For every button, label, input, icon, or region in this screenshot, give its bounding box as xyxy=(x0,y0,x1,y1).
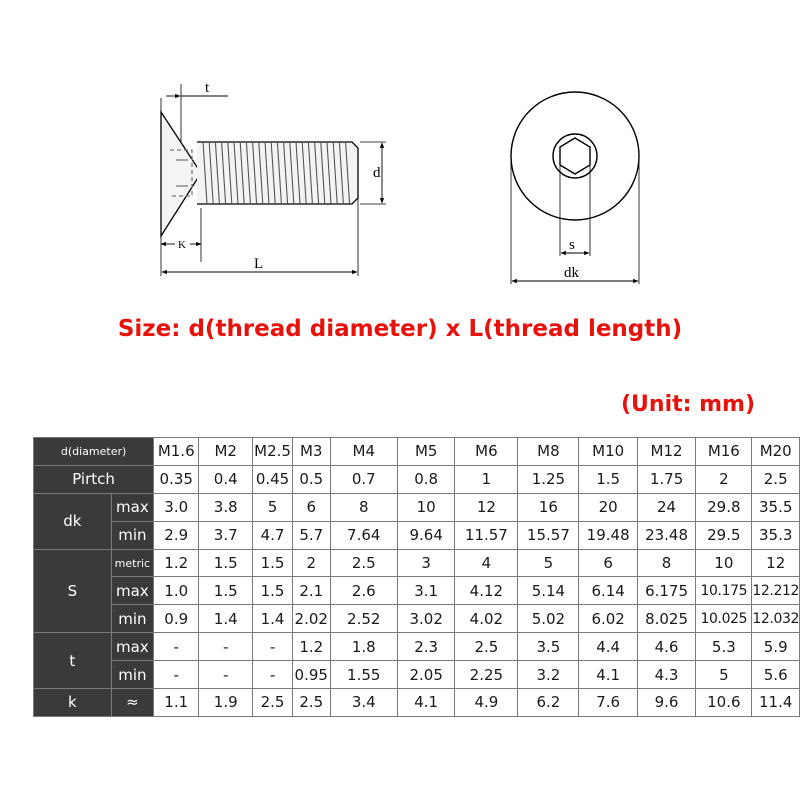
table-cell: 5 xyxy=(518,549,579,577)
table-cell: 0.5 xyxy=(292,465,330,493)
table-cell: 24 xyxy=(637,493,695,521)
table-cell: 4.12 xyxy=(455,577,518,605)
table-cell: 1.2 xyxy=(154,549,199,577)
table-cell: 3.5 xyxy=(518,633,579,661)
table-cell: M10 xyxy=(579,438,637,466)
table-cell: 4.1 xyxy=(397,689,454,717)
table-cell: 5 xyxy=(253,493,293,521)
table-cell: 0.4 xyxy=(199,465,253,493)
table-cell: 12 xyxy=(752,549,800,577)
table-cell: 16 xyxy=(518,493,579,521)
row-sub-header: min xyxy=(111,521,153,549)
table-cell: 0.95 xyxy=(292,661,330,689)
table-cell: 1.25 xyxy=(518,465,579,493)
table-cell: 1.5 xyxy=(253,577,293,605)
table-cell: 10.025 xyxy=(696,605,752,633)
table-cell: M5 xyxy=(397,438,454,466)
size-caption: Size: d(thread diameter) x L(thread length) xyxy=(117,316,683,342)
table-cell: 0.7 xyxy=(330,465,397,493)
table-cell: - xyxy=(154,633,199,661)
row-group-header: S xyxy=(34,549,112,633)
table-cell: 2 xyxy=(292,549,330,577)
row-group-header: dk xyxy=(34,493,112,549)
unit-caption: (Unit: mm) xyxy=(621,392,755,417)
row-sub-header: metric xyxy=(111,549,153,577)
label-l: L xyxy=(254,256,264,272)
table-cell: 1.5 xyxy=(579,465,637,493)
table-cell: 5.02 xyxy=(518,605,579,633)
table-cell: 0.9 xyxy=(154,605,199,633)
row-sub-header: max xyxy=(111,493,153,521)
table-cell: 1.55 xyxy=(330,661,397,689)
label-d: d xyxy=(373,165,381,181)
table-cell: 3.1 xyxy=(397,577,454,605)
table-row xyxy=(34,689,800,717)
screw-technical-drawing xyxy=(0,0,800,310)
table-cell: 6 xyxy=(292,493,330,521)
table-cell: M16 xyxy=(696,438,752,466)
table-cell: 5.7 xyxy=(292,521,330,549)
table-cell: 29.5 xyxy=(696,521,752,549)
table-cell: 6 xyxy=(579,549,637,577)
table-cell: 1.1 xyxy=(154,689,199,717)
table-cell: M2.5 xyxy=(253,438,293,466)
table-cell: 15.57 xyxy=(518,521,579,549)
table-row xyxy=(34,521,800,549)
label-dk: dk xyxy=(564,265,579,281)
table-cell: - xyxy=(253,661,293,689)
table-cell: 2.1 xyxy=(292,577,330,605)
table-cell: 35.5 xyxy=(752,493,800,521)
table-cell: 5.6 xyxy=(752,661,800,689)
table-cell: 4.3 xyxy=(637,661,695,689)
table-cell: 1.5 xyxy=(199,549,253,577)
row-group-header: Pirtch xyxy=(34,465,154,493)
table-cell: 3 xyxy=(397,549,454,577)
row-sub-header: ≈ xyxy=(111,689,153,717)
row-sub-header: min xyxy=(111,605,153,633)
table-cell: 4.9 xyxy=(455,689,518,717)
table-cell: - xyxy=(154,661,199,689)
table-row xyxy=(34,577,800,605)
row-group-header: k xyxy=(34,689,112,717)
table-cell: 1.4 xyxy=(253,605,293,633)
row-sub-header: min xyxy=(111,661,153,689)
row-sub-header: max xyxy=(111,577,153,605)
table-cell: 35.3 xyxy=(752,521,800,549)
table-cell: 5 xyxy=(696,661,752,689)
table-cell: M20 xyxy=(752,438,800,466)
table-cell: 2.5 xyxy=(330,549,397,577)
table-cell: 2.6 xyxy=(330,577,397,605)
table-cell: 2.25 xyxy=(455,661,518,689)
table-cell: 11.57 xyxy=(455,521,518,549)
table-cell: 10 xyxy=(397,493,454,521)
table-cell: 5.9 xyxy=(752,633,800,661)
table-cell: 12 xyxy=(455,493,518,521)
table-cell: 4.7 xyxy=(253,521,293,549)
table-cell: M6 xyxy=(455,438,518,466)
table-cell: 9.64 xyxy=(397,521,454,549)
table-cell: 6.14 xyxy=(579,577,637,605)
table-cell: 19.48 xyxy=(579,521,637,549)
table-row xyxy=(34,465,800,493)
table-cell: M2 xyxy=(199,438,253,466)
table-row xyxy=(34,661,800,689)
table-cell: 8.025 xyxy=(637,605,695,633)
table-cell: 6.2 xyxy=(518,689,579,717)
table-cell: 2.5 xyxy=(455,633,518,661)
table-cell: 1.9 xyxy=(199,689,253,717)
table-row xyxy=(34,549,800,577)
table-cell: - xyxy=(199,633,253,661)
table-cell: 4.6 xyxy=(637,633,695,661)
table-cell: 4 xyxy=(455,549,518,577)
spec-table xyxy=(33,437,800,717)
table-cell: 2.5 xyxy=(752,465,800,493)
table-cell: 0.45 xyxy=(253,465,293,493)
table-cell: 1 xyxy=(455,465,518,493)
table-cell: - xyxy=(199,661,253,689)
table-cell: 12.032 xyxy=(752,605,800,633)
table-cell: 4.02 xyxy=(455,605,518,633)
label-k: K xyxy=(178,239,186,251)
table-cell: - xyxy=(253,633,293,661)
table-cell: 1.5 xyxy=(199,577,253,605)
table-cell: 11.4 xyxy=(752,689,800,717)
table-cell: 3.4 xyxy=(330,689,397,717)
table-cell: 5.14 xyxy=(518,577,579,605)
table-cell: M1.6 xyxy=(154,438,199,466)
table-row xyxy=(34,438,800,466)
table-cell: 8 xyxy=(637,549,695,577)
table-cell: 1.5 xyxy=(253,549,293,577)
table-cell: 6.02 xyxy=(579,605,637,633)
table-cell: 1.0 xyxy=(154,577,199,605)
table-row xyxy=(34,493,800,521)
table-cell: 2.3 xyxy=(397,633,454,661)
table-row xyxy=(34,633,800,661)
table-cell: 10.6 xyxy=(696,689,752,717)
side-view xyxy=(161,84,386,276)
table-cell: 4.4 xyxy=(579,633,637,661)
table-cell: 1.8 xyxy=(330,633,397,661)
row-group-header: d(diameter) xyxy=(34,438,154,466)
table-row xyxy=(34,605,800,633)
row-sub-header: max xyxy=(111,633,153,661)
end-view xyxy=(511,92,639,284)
table-cell: 2 xyxy=(696,465,752,493)
table-cell: 23.48 xyxy=(637,521,695,549)
table-cell: 7.6 xyxy=(579,689,637,717)
table-cell: M8 xyxy=(518,438,579,466)
table-cell: 2.02 xyxy=(292,605,330,633)
table-cell: 8 xyxy=(330,493,397,521)
row-group-header: t xyxy=(34,633,112,689)
table-cell: M12 xyxy=(637,438,695,466)
table-cell: 3.02 xyxy=(397,605,454,633)
table-cell: 1.2 xyxy=(292,633,330,661)
table-cell: 3.0 xyxy=(154,493,199,521)
table-cell: 12.212 xyxy=(752,577,800,605)
table-cell: 7.64 xyxy=(330,521,397,549)
label-s: s xyxy=(569,237,575,253)
table-cell: 0.35 xyxy=(154,465,199,493)
table-cell: 2.5 xyxy=(292,689,330,717)
table-cell: 1.75 xyxy=(637,465,695,493)
table-cell: M3 xyxy=(292,438,330,466)
table-cell: 5.3 xyxy=(696,633,752,661)
table-cell: 0.8 xyxy=(397,465,454,493)
table-cell: 3.2 xyxy=(518,661,579,689)
table-cell: 20 xyxy=(579,493,637,521)
table-cell: 2.9 xyxy=(154,521,199,549)
table-cell: 6.175 xyxy=(637,577,695,605)
table-cell: 2.5 xyxy=(253,689,293,717)
table-cell: 9.6 xyxy=(637,689,695,717)
table-cell: 3.8 xyxy=(199,493,253,521)
table-cell: 2.05 xyxy=(397,661,454,689)
table-cell: 10.175 xyxy=(696,577,752,605)
table-cell: 29.8 xyxy=(696,493,752,521)
table-cell: 1.4 xyxy=(199,605,253,633)
table-cell: 4.1 xyxy=(579,661,637,689)
table-cell: 10 xyxy=(696,549,752,577)
table-cell: 3.7 xyxy=(199,521,253,549)
table-cell: M4 xyxy=(330,438,397,466)
label-t: t xyxy=(205,80,210,96)
table-cell: 2.52 xyxy=(330,605,397,633)
